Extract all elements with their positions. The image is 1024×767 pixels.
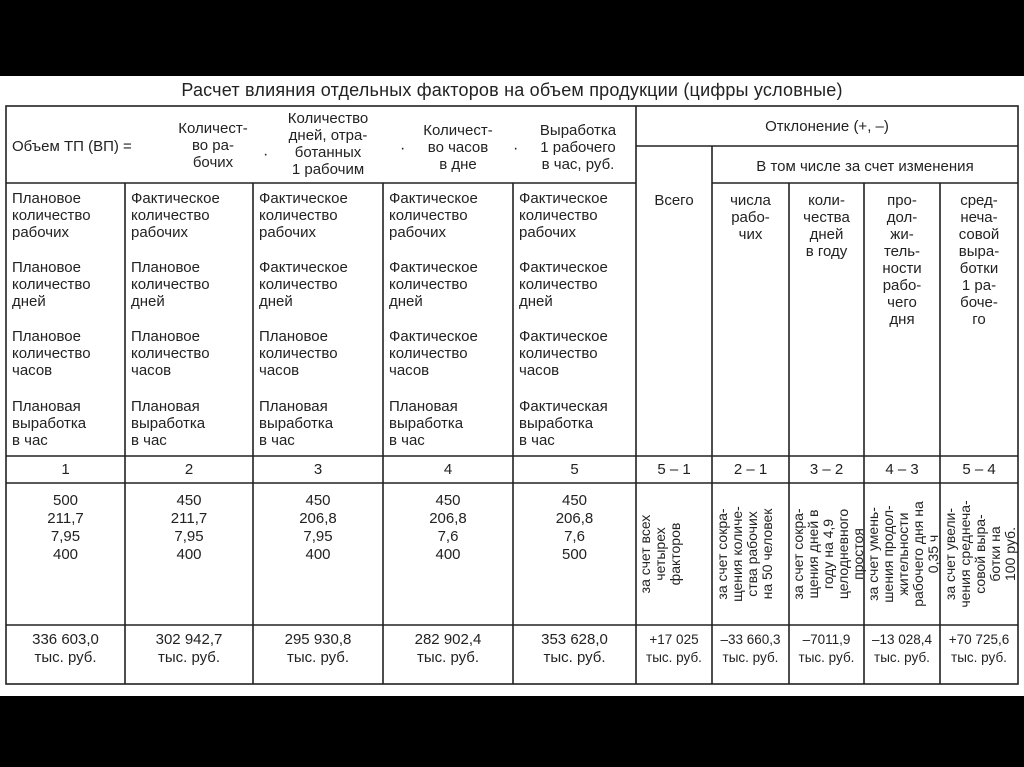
column-number: 1: [61, 461, 70, 478]
column-number: 4 – 3: [885, 461, 919, 478]
variant-cell: Фактическое количество рабочих: [389, 190, 478, 241]
total-cell: +70 725,6 тыс. руб.: [948, 632, 1010, 665]
variant-cell: Фактическая выработка в час: [519, 398, 608, 449]
variant-cell: Фактическое количество часов: [389, 328, 478, 379]
variant-cell: Плановая выработка в час: [12, 398, 87, 449]
sub-header-workers: числа рабо- чих: [730, 192, 771, 243]
factor-days: Количество дней, отра- ботанных 1 рабочим: [287, 110, 369, 178]
deviation-header: Отклонение (+, –): [765, 118, 889, 135]
variant-cell: Плановое количество дней: [12, 259, 91, 310]
formula-label: Объем ТП (ВП) =: [12, 138, 132, 155]
total-cell: –7011,9 тыс. руб.: [798, 632, 855, 665]
column-number: 2 – 1: [733, 461, 768, 478]
variant-cell: Фактическое количество рабочих: [131, 190, 220, 241]
variant-cell: Плановое количество часов: [259, 328, 338, 379]
variant-cell: Фактическое количество часов: [519, 328, 608, 379]
factor-workers: Количест- во ра- бочих: [178, 120, 248, 171]
variant-cell: Фактическое количество дней: [389, 259, 478, 310]
total-header: Всего: [654, 192, 694, 209]
multiply-dot: ·: [263, 146, 269, 163]
sub-header-output: сред- неча- совой выра- ботки 1 ра- боче- го: [958, 192, 1000, 328]
column-number: 3: [313, 461, 323, 478]
variant-cell: Плановое количество часов: [12, 328, 91, 379]
incl-change-header: В том числе за счет изменения: [756, 158, 974, 175]
variant-cell: Фактическое количество дней: [259, 259, 348, 310]
variant-cell: Плановое количество рабочих: [12, 190, 91, 241]
value-cell: 450 206,8 7,6 400: [429, 492, 467, 563]
column-number: 4: [443, 461, 453, 478]
variant-cell: Плановое количество часов: [131, 328, 210, 379]
column-number: 2: [184, 461, 194, 478]
variant-cell: Плановая выработка в час: [389, 398, 464, 449]
total-cell: 282 902,4 тыс. руб.: [414, 631, 482, 666]
value-cell: 450 211,7 7,95 400: [170, 492, 208, 563]
value-cell: 450 206,8 7,6 500: [555, 492, 594, 563]
variant-cell: Плановая выработка в час: [131, 398, 206, 449]
total-cell: 336 603,0 тыс. руб.: [32, 631, 99, 666]
variant-cell: Фактическое количество рабочих: [519, 190, 608, 241]
total-cell: +17 025 тыс. руб.: [646, 632, 702, 665]
column-number: 5 – 1: [657, 461, 691, 478]
explanation-cell: за счет сокра- щения дней в году на 4,9 целодневного простоя: [789, 508, 866, 600]
value-cell: 500 211,7 7,95 400: [47, 492, 84, 563]
column-number: 3 – 2: [809, 461, 844, 478]
total-cell: 302 942,7 тыс. руб.: [155, 631, 223, 666]
total-cell: 295 930,8 тыс. руб.: [284, 631, 352, 666]
total-cell: 353 628,0 тыс. руб.: [541, 631, 608, 666]
explanation-cell: за счет всех четырех факторов: [637, 514, 683, 594]
multiply-dot: ·: [513, 140, 519, 157]
explanation-cell: за счет умень- шения продол- жительности рабочего дня на 0,35 ч: [865, 501, 941, 607]
variant-cell: Плановое количество дней: [131, 259, 210, 310]
multiply-dot: ·: [400, 140, 406, 157]
column-number: 5: [570, 461, 579, 478]
total-cell: –13 028,4 тыс. руб.: [871, 632, 933, 665]
column-number: 5 – 4: [962, 461, 996, 478]
variant-cell: Фактическое количество рабочих: [259, 190, 348, 241]
sub-header-hours: про- дол- жи- тель- ности рабо- чего дня: [882, 192, 922, 328]
factor-output: Выработка 1 рабочего в час, руб.: [539, 122, 617, 173]
total-cell: –33 660,3 тыс. руб.: [720, 632, 781, 665]
document-page: [0, 76, 1024, 696]
page-title: Расчет влияния отдельных факторов на объем продукции (цифры условные): [181, 80, 843, 100]
explanation-cell: за счет увели- чения среднеча- совой выра- ботки на 100 руб.: [942, 500, 1018, 608]
sub-header-days: коли- чества дней в году: [803, 192, 850, 260]
value-cell: 450 206,8 7,95 400: [299, 492, 337, 563]
variant-cell: Фактическое количество дней: [519, 259, 608, 310]
explanation-cell: за счет сокра- щения количе- ства рабочих на 50 человек: [713, 506, 775, 602]
variant-cell: Плановая выработка в час: [259, 398, 334, 449]
factor-hours: Количест- во часов в дне: [423, 122, 493, 173]
